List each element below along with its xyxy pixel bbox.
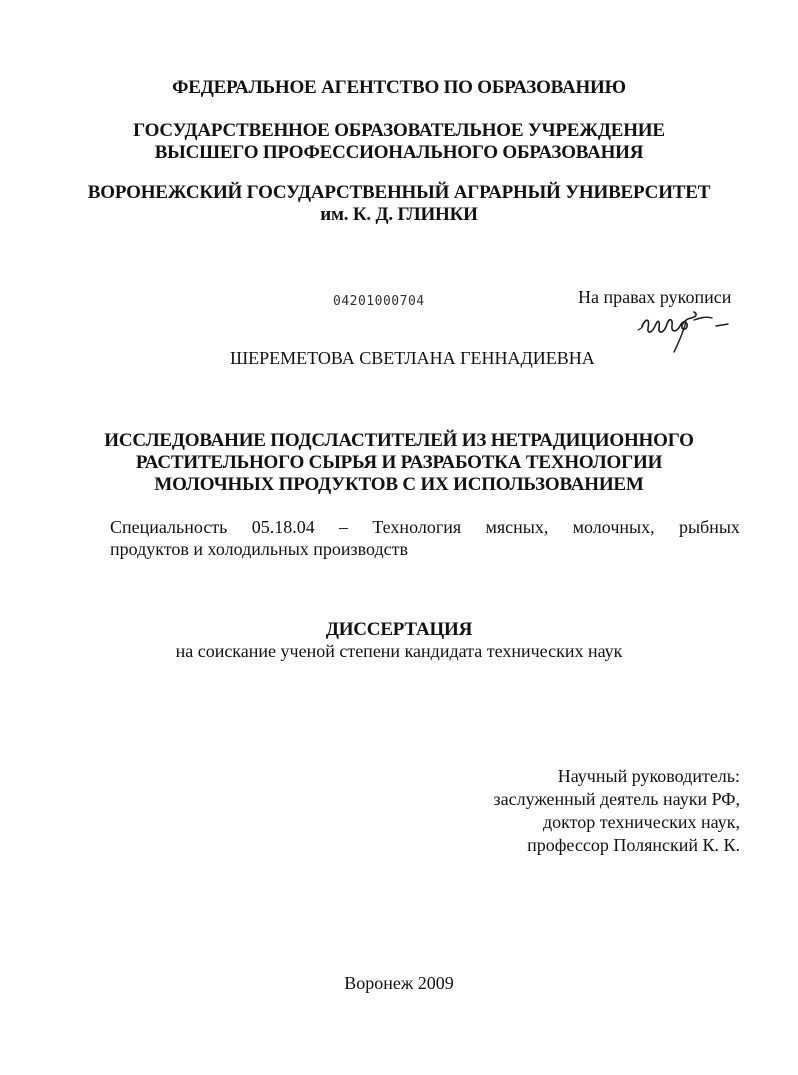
specialty-word: мясных, xyxy=(485,517,549,537)
title-line-3: МОЛОЧНЫХ ПРОДУКТОВ С ИХ ИСПОЛЬЗОВАНИЕМ xyxy=(154,474,644,495)
handwritten-signature-icon xyxy=(636,304,732,356)
dissertation-subtitle: на соискание ученой степени кандидата технических наук xyxy=(175,641,623,661)
agency-name: ФЕДЕРАЛЬНОЕ АГЕНТСТВО ПО ОБРАЗОВАНИЮ xyxy=(172,77,626,98)
supervisor-line-3: доктор технических наук, xyxy=(543,812,740,832)
specialty-word: Специальность xyxy=(110,517,228,537)
library-serial-number: 04201000704 xyxy=(333,294,425,309)
university-line-2: им. К. Д. ГЛИНКИ xyxy=(320,204,478,225)
specialty-word: рыбных xyxy=(678,517,740,537)
specialty-line-1 xyxy=(110,516,740,538)
specialty-word: – xyxy=(339,517,349,537)
title-line-2: РАСТИТЕЛЬНОГО СЫРЬЯ И РАЗРАБОТКА ТЕХНОЛОГИИ xyxy=(135,452,663,473)
specialty-block xyxy=(110,516,740,560)
institution-line-2: ВЫСШЕГО ПРОФЕССИОНАЛЬНОГО ОБРАЗОВАНИЯ xyxy=(154,142,644,163)
dissertation-heading: ДИССЕРТАЦИЯ xyxy=(325,619,473,640)
title-line-1: ИССЛЕДОВАНИЕ ПОДСЛАСТИТЕЛЕЙ ИЗ НЕТРАДИЦИОННОГО xyxy=(104,430,694,451)
university-line-1: ВОРОНЕЖСКИЙ ГОСУДАРСТВЕННЫЙ АГРАРНЫЙ УНИВЕРСИТЕТ xyxy=(87,182,711,203)
supervisor-block xyxy=(494,765,741,857)
institution-line-1: ГОСУДАРСТВЕННОЕ ОБРАЗОВАТЕЛЬНОЕ УЧРЕЖДЕНИЕ xyxy=(133,120,665,141)
city-year: Воронеж 2009 xyxy=(344,973,454,993)
specialty-line-2: продуктов и холодильных производств xyxy=(110,539,409,559)
supervisor-line-4: профессор Полянский К. К. xyxy=(527,835,740,855)
specialty-word: 05.18.04 xyxy=(251,517,315,537)
manuscript-rights-note: На правах рукописи xyxy=(578,287,732,307)
specialty-word: Технология xyxy=(372,517,462,537)
author-name: ШЕРЕМЕТОВА СВЕТЛАНА ГЕННАДИЕВНА xyxy=(230,348,595,368)
supervisor-line-2: заслуженный деятель науки РФ, xyxy=(493,789,740,809)
specialty-word: молочных, xyxy=(572,517,655,537)
supervisor-line-1: Научный руководитель: xyxy=(557,766,740,786)
